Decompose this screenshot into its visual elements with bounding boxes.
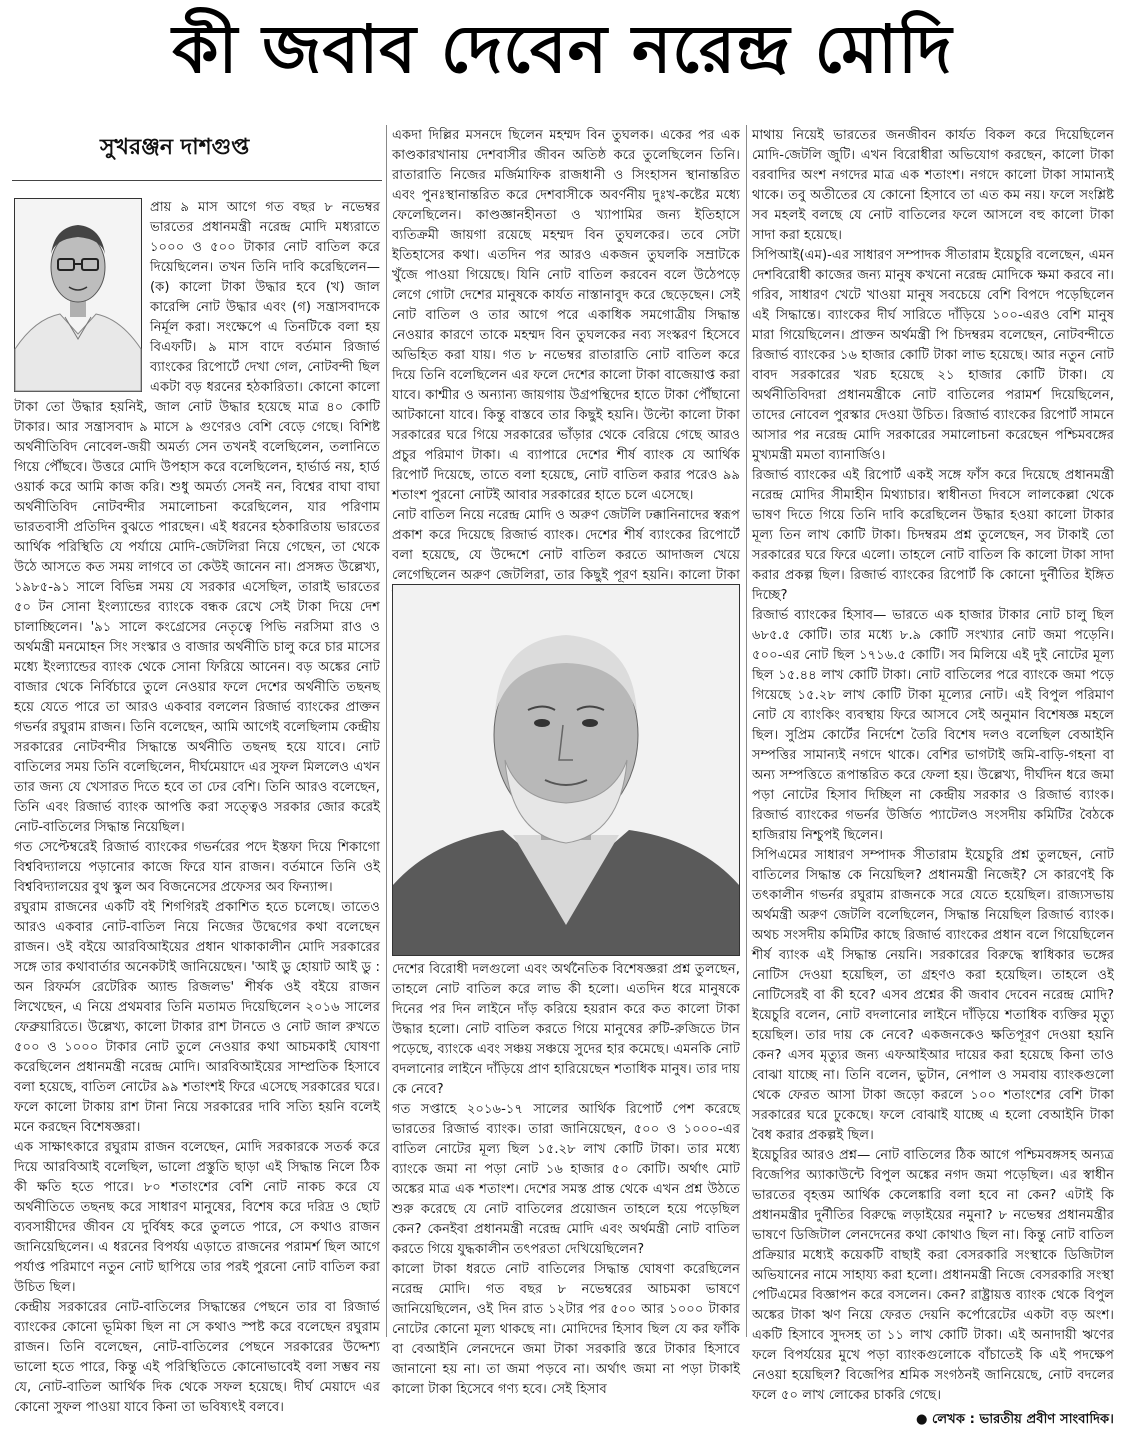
col3-para-3: রিজার্ভ ব্যাংকের এই রিপোর্ট একই সঙ্গে ফাঁস করে দিয়েছে প্রধানমন্ত্রী নরেন্দ্র মোদির সীমাহীন মিথ্যাচার। স্বাধীনতা দিবসে লালকেল্লা থেকে ভাষণ দিতে গিয়ে তিনি দাবি করেছিলেন উদ্ধার হওয়া কালো টাকার মূল্য তিন লাখ কোটি টাকা। চিদম্বরম প্রশ্ন তুলেছেন, সব টাকাই তো সরকারের ঘরে ফিরে এলো। তাহলে নোট বাতিল কি কালো টাকা সাদা করার প্রকল্প ছিল। রিজার্ভ ব্যাংকের রিপোর্ট কি কোনো দুর্নীতির ইঙ্গিত দিচ্ছে?	[752, 468, 1114, 603]
column-divider-2	[746, 125, 747, 1337]
col1-para-2: গত সেপ্টেম্বরেই রিজার্ভ ব্যাংকের গভর্নরের পদে ইস্তফা দিয়ে শিকাগো বিশ্ববিদ্যালয়ে পড়ানোর কাজে ফিরে যান রাজন। বর্তমানে তিনি ওই বিশ্ববিদ্যালয়ের বুথ স্কুল অব বিজনেসের প্রফেসর অব ফিন্যান্স।	[14, 840, 380, 895]
col1-para-4: এক সাক্ষাৎকারে রঘুরাম রাজন বলেছেন, মোদি সরকারকে সতর্ক করে দিয়ে আরবিআই বলেছিল, ভালো প্রস্তুতি ছাড়া এই সিদ্ধান্ত নিলে ঠিক কী ক্ষতি হতে পারে। ৮০ শতাংশের বেশি নোট নাকচ করে যে অর্থনীতিতে তছনছ করে সাধারণ মানুষের, বিশেষ করে দরিদ্র ও ছোট ব্যবসায়ীদের জীবন যে দুর্বিষহ করে তুলতে পারে, সে কথাও রাজন জানিয়েছিলেন। এ ধরনের বিপর্যয় এড়াতে রাজনের পরামর্শ ছিল আগে পর্যাপ্ত পরিমাণে নতুন নোট ছাপিয়ে তার পরই পুরনো নোট বাতিল করা উচিত ছিল।	[14, 1140, 380, 1295]
column-3	[752, 126, 1114, 1427]
col1-para-1: প্রায় ৯ মাস আগে গত বছর ৮ নভেম্বর ভারতের প্রধানমন্ত্রী নরেন্দ্র মোদি মধ্যরাতে ১০০০ ও ৫০০ টাকার নোট বাতিল করে দিয়েছিলেন। তখন তিনি দাবি করেছিলেন— (ক) কালো টাকা উদ্ধার হবে (খ) জাল কারেন্সি নোট উদ্ধার এবং (গ) সন্ত্রাসবাদকে নির্মূল করা। সংক্ষেপে এ তিনটিকে বলা হয় বিএফটি। ৯ মাস বাদে বর্তমান রিজার্ভ ব্যাংকের রিপোর্টে দেখা গেল, নোটবন্দী ছিল একটা বড় ধরনের হঠকারিতা। কোনো কালো টাকা তো উদ্ধার হয়নিই, জাল নোট উদ্ধার হয়েছে মাত্র ৪০ কোটি টাকার। আর সন্ত্রাসবাদ ৯ মাসে ৯ গুণেরও বেশি বেড়ে গেছে। বিশিষ্ট অর্থনীতিবিদ নোবেল-জয়ী অমর্ত্য সেন তখনই বলেছিলেন, তলানিতে গিয়ে পৌঁছবে। উত্তরে মোদি উপহাস করে বলেছিলেন, হার্ভার্ড নয়, হার্ড ওয়ার্ক করে আমি কাজ করি। শুধু অমর্ত্য সেনই নন, বিশ্বের বাঘা বাঘা অর্থনীতিবিদ নোটবন্দীর সমালোচনা করেছিলেন, যার পরিণাম ভারতবাসী প্রতিদিন বুঝতে পারছেন। এই ধরনের হঠকারিতায় ভারতের আর্থিক পরিস্থিতি যে পর্যায়ে মোদি-জেটলিরা নিয়ে গেছেন, তা থেকে উঠে আসতে কত সময় লাগবে তা কেউই জানেন না। প্রসঙ্গত উল্লেখ্য, ১৯৮৫-৯১ সালে বিভিন্ন সময় যে সরকার এসেছিল, তারাই ভারতের ৫০ টন সোনা ইংল্যান্ডের ব্যাংকে বন্ধক রেখে সেই টাকা দিয়ে দেশ চালাচ্ছিলেন। '৯১ সালে কংগ্রেসের নেতৃত্বে পিভি নরসিমা রাও ও অর্থমন্ত্রী মনমোহন সিং সংস্কার ও বাজার অর্থনীতি চালু করে চার মাসের মধ্যে ইংল্যান্ডের ব্যাংক থেকে সোনা ফিরিয়ে আনেন। বড় অঙ্কের নোট বাজার থেকে নির্বিচারে তুলে নেওয়ার ফলে দেশের অর্থনীতি তছনছ হয়ে যেতে পারে তা আরও একবার বললেন রিজার্ভ ব্যাংকের প্রাক্তন গভর্নর রঘুরাম রাজন। তিনি বলেছেন, আমি আগেই বলেছিলাম কেন্দ্রীয় সরকারের নোটবন্দীর সিদ্ধান্তে অর্থনীতি তছনছ হয়ে যাবে। নোট বাতিলের সময় তিনি বলেছিলেন, দীর্ঘমেয়াদে এর সুফল মিললেও এখন তার জন্য যে খেসারত দিতে হবে তা ঢের বেশি। তিনি আরও বলেছেন, তিনি এবং রিজার্ভ ব্যাংক আপত্তি করা সত্ত্বেও সরকার জোর করেই নোট-বাতিলের সিদ্ধান্ত নিয়েছিল।	[14, 200, 380, 835]
col2-para-4: গত সপ্তাহে ২০১৬-১৭ সালের আর্থিক রিপোর্ট পেশ করেছে ভারতের রিজার্ভ ব্যাংক। তারা জানিয়েছেন, ৫০০ ও ১০০০-এর বাতিল নোটের মূল্য ছিল ১৫.২৮ লাখ কোটি টাকা। তার মধ্যে ব্যাংকে জমা না পড়া নোট ১৬ হাজার ৫০ কোটি। অর্থাৎ মোট অঙ্কের মাত্র এক শতাংশ। দেশের সমস্ত প্রান্ত থেকে এখন প্রশ্ন উঠতে শুরু করেছে যে নোট বাতিলের প্রয়োজন তাহলে হয়ে পড়েছিল কেন? কেনইবা প্রধানমন্ত্রী নরেন্দ্র মোদি এবং অর্থমন্ত্রী নোট বাতিল করতে গিয়ে যুদ্ধকালীন তৎপরতা দেখিয়েছিলেন?	[392, 1102, 740, 1257]
col2-para-1: একদা দিল্লির মসনদে ছিলেন মহম্মদ বিন তুঘলক। একের পর এক কাণ্ডকারখানায় দেশবাসীর জীবন অতিষ্ঠ করে তুলেছিলেন তিনি। রাতারাতি নিজের মর্জিমাফিক রাজধানী ও সিংহাসন স্থানান্তরিত এবং পুনঃস্থানান্তরিত করে দেশবাসীকে অবর্ণনীয় দুঃখ-কষ্টের মধ্যে ফেলেছিলেন। কাণ্ডজ্ঞানহীনতা ও খ্যাপামির জন্য ইতিহাসে ব্যতিক্রমী জায়গা রয়েছে মহম্মদ বিন তুঘলকের। তবে সেটা ইতিহাসের কথা। এতদিন পর আরও একজন তুঘলকি সম্রাটকে খুঁজে পাওয়া গিয়েছে। যিনি নোট বাতিল করবেন বলে উঠেপড়ে লেগে গোটা দেশের মানুষকে কার্যত নাস্তানাবুদ করে ছেড়েছেন। সেই নোট বাতিল ও তার আগে পরে একাধিক সমগোত্রীয় সিদ্ধান্ত নেওয়ার কারণে তাকে মহম্মদ বিন তুঘলকের নব্য সংস্করণ হিসেবে অভিহিত করা যায়। গত ৮ নভেম্বর রাতারাতি নোট বাতিল করে দিয়ে তিনি বলেছিলেন এর ফলে দেশের কালো টাকা বাজেয়াপ্ত করা যাবে। কাশ্মীর ও অন্যান্য জায়গায় উগ্রপন্থিদের হাতে টাকা পৌঁছানো আটকানো যাবে। কিন্তু বাস্তবে তার কিছুই হয়নি। উল্টো কালো টাকা সরকারের ঘরে গিয়ে সরকারের ভাঁড়ার থেকে বেরিয়ে গেছে আরও প্রচুর পরিমাণ টাকা। এ ব্যাপারে দেশের শীর্ষ ব্যাংক যে আর্থিক রিপোর্ট দিয়েছে, তাতে বলা হয়েছে, নোট বাতিল করার পরেও ৯৯ শতাংশ পুরনো নোটই আবার সরকারের হাতে চলে এসেছে।	[392, 128, 740, 503]
col3-para-5: সিপিএমের সাধারণ সম্পাদক সীতারাম ইয়েচুরি প্রশ্ন তুলছেন, নোট বাতিলের সিদ্ধান্ত কে নিয়েছিল? প্রধানমন্ত্রী নিজেই? সে কারণেই কি তৎকালীন গভর্নর রঘুরাম রাজনকে সরে যেতে হয়েছিল। রাজ্যসভায় অর্থমন্ত্রী অরুণ জেটলি বলেছিলেন, সিদ্ধান্ত নিয়েছিল রিজার্ভ ব্যাংক। অথচ সংসদীয় কমিটির কাছে রিজার্ভ ব্যাংকের প্রধান বলে গিয়েছিলেন শীর্ষ ব্যাংক এই সিদ্ধান্ত নেয়নি। সরকারের বিরুদ্ধে স্বাধিকার ভঙ্গের নোটিস দেওয়া হয়েছিল, তা গ্রহণও করা হয়েছিল। তাহলে ওই নোটিসেরই বা কী হবে? এসব প্রশ্নের কী জবাব দেবেন নরেন্দ্র মোদি? ইয়েচুরি বলেন, নোট বদলানোর লাইনে দাঁড়িয়ে শতাধিক ব্যক্তির মৃত্যু হয়েছিল। তার দায় কে নেবে? একজনকেও ক্ষতিপূরণ দেওয়া হয়নি কেন? এসব মৃত্যুর জন্য এফআইআর দায়ের করা হয়েছে কিনা তাও বোঝা যাচ্ছে না। তিনি বলেন, ভুটান, নেপাল ও সমবায় ব্যাংকগুলো থেকে ফেরত আসা টাকা জড়ো করলে ১০০ শতাংশের বেশি টাকা সরকারের ঘরে ঢুকেছে। ফলে বোঝাই যাচ্ছে এ হলো বেআইনি টাকা বৈধ করার প্রকল্পই ছিল।	[752, 848, 1114, 1143]
col3-para-4: রিজার্ভ ব্যাংকের হিসাব— ভারতে এক হাজার টাকার নোট চালু ছিল ৬৮৫.৫ কোটি। তার মধ্যে ৮.৯ কোটি সংখ্যার নোট জমা পড়েনি। ৫০০-এর নোট ছিল ১৭১৬.৫ কোটি। সব মিলিয়ে এই দুই নোটের মূল্য ছিল ১৫.৪৪ লাখ কোটি টাকা। নোট বাতিলের পরে ব্যাংকে জমা পড়ে গিয়েছে ১৫.২৮ লাখ কোটি টাকা মূল্যের নোট। এই বিপুল পরিমাণ নোট যে ব্যাংকিং ব্যবস্থায় ফিরে আসবে সেই অনুমান বিশেষজ্ঞ মহলে ছিল। সুপ্রিম কোর্টের নির্দেশে তৈরি বিশেষ দলও বলেছিল বেআইনি সম্পত্তির সামান্যই নগদে থাকে। বেশির ভাগটাই জমি-বাড়ি-গহনা বা অন্য সম্পত্তিতে রূপান্তরিত করে ফেলা হয়। উল্লেখ্য, দীর্ঘদিন ধরে জমা পড়া নোটের হিসাব দিচ্ছিল না কেন্দ্রীয় সরকার ও রিজার্ভ ব্যাংক। রিজার্ভ ব্যাংকের গভর্নর উর্জিত প্যাটেলও সংসদীয় কমিটির বৈঠকে হাজিরায় নিশ্চুপই ছিলেন।	[752, 608, 1114, 843]
col2-para-5: কালো টাকা ধরতে নোট বাতিলের সিদ্ধান্ত ঘোষণা করেছিলেন নরেন্দ্র মোদি। গত বছর ৮ নভেম্বরের আচমকা ভাষণে জানিয়েছিলেন, ওই দিন রাত ১২টার পর ৫০০ আর ১০০০ টাকার নোটের কোনো মূল্য থাকছে না। মোদিদের হিসাব ছিল যে কর ফাঁকি বা বেআইনি লেনদেনে জমা টাকা সরকারি স্তরে টাকার হিসাবে জানানো হয় না। তা জমা পড়বে না। অর্থাৎ জমা না পড়া টাকাই কালো টাকা হিসেবে গণ্য হবে। সেই হিসাব	[392, 1262, 740, 1397]
col2-para-2: নোট বাতিল নিয়ে নরেন্দ্র মোদি ও অরুণ জেটলি ঢক্কানিনাদের স্বরূপ প্রকাশ করে দিয়েছে রিজার্ভ ব্যাংক। দেশের শীর্ষ ব্যাংকের রিপোর্টে বলা হয়েছে, যে উদ্দেশে নোট বাতিল করতে আদাজল খেয়ে লেগেছিলেন অরুণ জেটলিরা, তার কিছুই পূরণ হয়নি। কালো টাকা	[392, 508, 740, 583]
modi-portrait-icon	[393, 585, 739, 955]
col1-para-5: কেন্দ্রীয় সরকারের নোট-বাতিলের সিদ্ধান্তের পেছনে তার বা রিজার্ভ ব্যাংকের কোনো ভূমিকা ছিল না সে কথাও স্পষ্ট করে বলেছেন রঘুরাম রাজন। তিনি বলেছেন, নোট-বাতিলের পেছনে সরকারের উদ্দেশ্য ভালো হতে পারে, কিন্তু এই পরিস্থিতিতে কোনোভাবেই বলা সম্ভব নয় যে, নোট-বাতিল আর্থিক দিক থেকে সফল হয়েছে। দীর্ঘ মেয়াদে এর কোনো সুফল পাওয়া যাবে কিনা তা ভবিষ্যৎই বলবে।	[14, 1300, 380, 1415]
col3-para-6: ইয়েচুরির আরও প্রশ্ন— নোট বাতিলের ঠিক আগে পশ্চিমবঙ্গসহ অন্যত্র বিজেপির অ্যাকাউন্টে বিপুল অঙ্কের নগদ জমা পড়েছিল। এর স্বাধীন ভারতের বৃহত্তম আর্থিক কেলেঙ্কারি বলা হবে না কেন? এটাই কি প্রধানমন্ত্রীর দুর্নীতির বিরুদ্ধে লড়াইয়ের নমুনা? ৮ নভেম্বর প্রধানমন্ত্রীর ভাষণে ডিজিটাল লেনদেনের কথা কোথাও ছিল না। কিন্তু নোট বাতিল প্রক্রিয়ার মধ্যেই কয়েকটি বাছাই করা বেসরকারি সংস্থাকে ডিজিটাল অভিযানের নামে সাহায্য করা হলো। প্রধানমন্ত্রী নিজে বেসরকারি সংস্থা পেটিএমের বিজ্ঞাপন করে বসলেন। কেন? রাষ্ট্রায়ত্ত ব্যাংক থেকে বিপুল অঙ্কের টাকা ঋণ নিয়ে ফেরত দেয়নি কর্পোরেটের একটা বড় অংশ। একটি হিসাবে সুদসহ তা ১১ লাখ কোটি টাকা। এই অনাদায়ী ঋণের ফলে বিপর্যয়ের মুখে পড়া ব্যাংকগুলোকে বাঁচাতেই কি এই পদক্ষেপ নেওয়া হয়েছিল? বিজেপির শ্রমিক সংগঠনই জানিয়েছে, নোট বদলের ফলে ৫০ লাখ লোকের চাকরি গেছে।	[752, 1148, 1114, 1403]
column-2-top	[392, 126, 740, 583]
col3-para-1: মাথায় নিয়েই ভারতের জনজীবন কার্যত বিকল করে দিয়েছিলেন মোদি-জেটলি জুটি। এখন বিরোধীরা অভিযোগ করছেন, কালো টাকা বরবাদির অংশ নগদের মাত্র এক শতাংশ। নগদে কালো টাকা সামান্যই থাকে। তবু অতীতের যে কোনো হিসাবে তা এত কম নয়। ফলে সংশ্লিষ্ট সব মহলই বলছে যে নোট বাতিলের ফলে আসলে বহু কালো টাকা সাদা করা হয়েছে।	[752, 128, 1114, 243]
col3-para-2: সিপিআই(এম)-এর সাধারণ সম্পাদক সীতারাম ইয়েচুরি বলেছেন, এমন দেশবিরোধী কাজের জন্য মানুষ কখনো নরেন্দ্র মোদিকে ক্ষমা করবে না। গরিব, সাধারণ খেটে খাওয়া মানুষ সবচেয়ে বেশি বিপদে পড়েছিলেন এই সিদ্ধান্তে। ব্যাংকের দীর্ঘ সারিতে দাঁড়িয়ে ১০০-এরও বেশি মানুষ মারা গিয়েছিলেন। প্রাক্তন অর্থমন্ত্রী পি চিদম্বরম বলেছেন, নোটবন্দীতে রিজার্ভ ব্যাংকের ১৬ হাজার কোটি টাকা লাভ হয়েছে। আর নতুন নোট বাবদ সরকারের খরচ হয়েছে ২১ হাজার কোটি টাকা। যে অর্থনীতিবিদরা প্রধানমন্ত্রীকে নোট বাতিলের পরামর্শ দিয়েছিলেন, তাদের নোবেল পুরস্কার দেওয়া উচিত। রিজার্ভ ব্যাংকের রিপোর্ট সামনে আসার পর নরেন্দ্র মোদি সরকারের সমালোচনা করেছেন পশ্চিমবঙ্গের মুখ্যমন্ত্রী মমতা ব্যানার্জিও।	[752, 248, 1114, 463]
column-divider-1	[386, 125, 387, 1337]
author-credit: ● লেখক : ভারতীয় প্রবীণ সাংবাদিক।	[915, 1412, 1114, 1427]
col1-para-3: রঘুরাম রাজনের একটি বই শিগগিরই প্রকাশিত হতে চলেছে। তাতেও আরও একবার নোট-বাতিল নিয়ে নিজের উদ্বেগের কথা বলেছেন রাজন। ওই বইয়ে আরবিআইয়ের প্রধান থাকাকালীন মোদি সরকারের সঙ্গে তার কথাবার্তার অনেকটাই জানিয়েছেন। 'আই ডু হোয়াট আই ডু : অন রিফর্মস রেটেরিক অ্যান্ড রিজলভ' শীর্ষক ওই বইয়ে রাজন লিখেছেন, এ নিয়ে প্রথমবার তিনি মতামত দিয়েছিলেন ২০১৬ সালের ফেব্রুয়ারিতে। উল্লেখ্য, কালো টাকার রাশ টানতে ও নোট জাল রুখতে ৫০০ ও ১০০০ টাকার নোট তুলে নেওয়ার কথা আচমকাই ঘোষণা করেছিলেন প্রধানমন্ত্রী নরেন্দ্র মোদি। আরবিআইয়ের সাম্প্রতিক হিসাবে বলা হয়েছে, বাতিল নোটের ৯৯ শতাংশই ফিরে এসেছে সরকারের ঘরে। ফলে কালো টাকায় রাশ টানা নিয়ে সরকারের দাবি সত্যি হয়নি বলেই মনে করছেন বিশেষজ্ঞরা।	[14, 900, 380, 1135]
byline: সুখরঞ্জন দাশগুপ্ত	[100, 135, 250, 160]
headline: কী জবাব দেবেন নরেন্দ্র মোদি	[172, 11, 953, 88]
column-1	[14, 198, 380, 1415]
byline-rule	[12, 180, 382, 181]
col2-para-3: দেশের বিরোধী দলগুলো এবং অর্থনৈতিক বিশেষজ্ঞরা প্রশ্ন তুলছেন, তাহলে নোট বাতিল করে লাভ কী হলো। এতদিন ধরে মানুষকে দিনের পর দিন লাইনে দাঁড় করিয়ে হয়রান করে কত কালো টাকা উদ্ধার হলো। নোট বাতিল করতে গিয়ে মানুষের রুটি-রুজিতে টান পড়েছে, ব্যাংকে এবং সঞ্চয় সঞ্চয়ে সুদের হার কমেছে। এমনকি নোট বদলানোর লাইনে দাঁড়িয়ে প্রাণ হারিয়েছেন শতাধিক মানুষ। তার দায় কে নেবে?	[392, 962, 740, 1097]
modi-photo	[392, 584, 740, 956]
author-portrait-icon	[15, 199, 141, 391]
column-2-bottom	[392, 960, 740, 1397]
author-photo	[14, 198, 142, 392]
